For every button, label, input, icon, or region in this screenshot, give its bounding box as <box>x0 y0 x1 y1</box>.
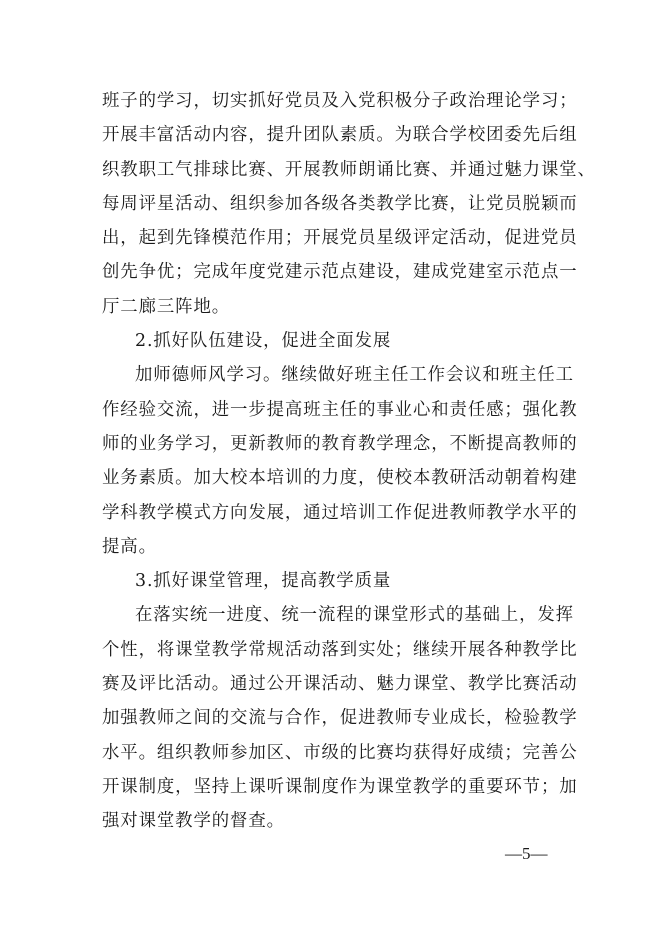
page-number: —5— <box>505 844 548 863</box>
paragraph-first-line: 加师德师风学习。继续做好班主任工作会议和班主任工 <box>135 365 574 386</box>
body-text-line: 织教职工气排球比赛、开展教师朗诵比赛、并通过魅力课堂、 <box>102 159 596 180</box>
body-text-line: 水平。组织教师参加区、市级的比赛均获得好成绩；完善公 <box>102 742 578 763</box>
body-text-line: 班子的学习，切实抓好党员及入党积极分子政治理论学习； <box>102 91 578 111</box>
body-text-line: 开课制度，坚持上课听课制度作为课堂教学的重要环节；加 <box>102 776 578 797</box>
body-text-line: 创先争优；完成年度党建示范点建设，建成党建室示范点一 <box>102 262 578 283</box>
paragraph-first-line: 在落实统一进度、统一流程的课堂形式的基础上，发挥 <box>135 605 574 626</box>
body-text-line: 作经验交流，进一步提高班主任的事业心和责任感；强化教 <box>102 399 578 420</box>
body-text-line: 提高。 <box>102 536 157 557</box>
section-heading: 3.抓好课堂管理，提高教学质量 <box>135 571 392 592</box>
body-text-line: 学科教学模式方向发展，通过培训工作促进教师教学水平的 <box>102 502 578 523</box>
body-text-line: 出，起到先锋模范作用；开展党员星级评定活动，促进党员 <box>102 228 578 249</box>
section-heading: 2.抓好队伍建设，促进全面发展 <box>135 331 392 352</box>
body-text-line: 厅二廊三阵地。 <box>102 296 231 317</box>
body-text-line: 加强教师之间的交流与合作，促进教师专业成长，检验教学 <box>102 708 578 729</box>
body-text-line: 强对课堂教学的督查。 <box>102 811 285 832</box>
body-text-line: 师的业务学习，更新教师的教育教学理念，不断提高教师的 <box>102 433 578 454</box>
body-text-line: 开展丰富活动内容，提升团队素质。为联合学校团委先后组 <box>102 125 578 146</box>
body-text-line: 赛及评比活动。通过公开课活动、魅力课堂、教学比赛活动 <box>102 674 578 695</box>
body-text-line: 业务素质。加大校本培训的力度，使校本教研活动朝着构建 <box>102 468 578 489</box>
body-text-line: 个性，将课堂教学常规活动落到实处；继续开展各种教学比 <box>102 639 578 660</box>
document-body <box>102 84 596 839</box>
body-text-line: 每周评星活动、组织参加各级各类教学比赛，让党员脱颖而 <box>102 193 578 214</box>
